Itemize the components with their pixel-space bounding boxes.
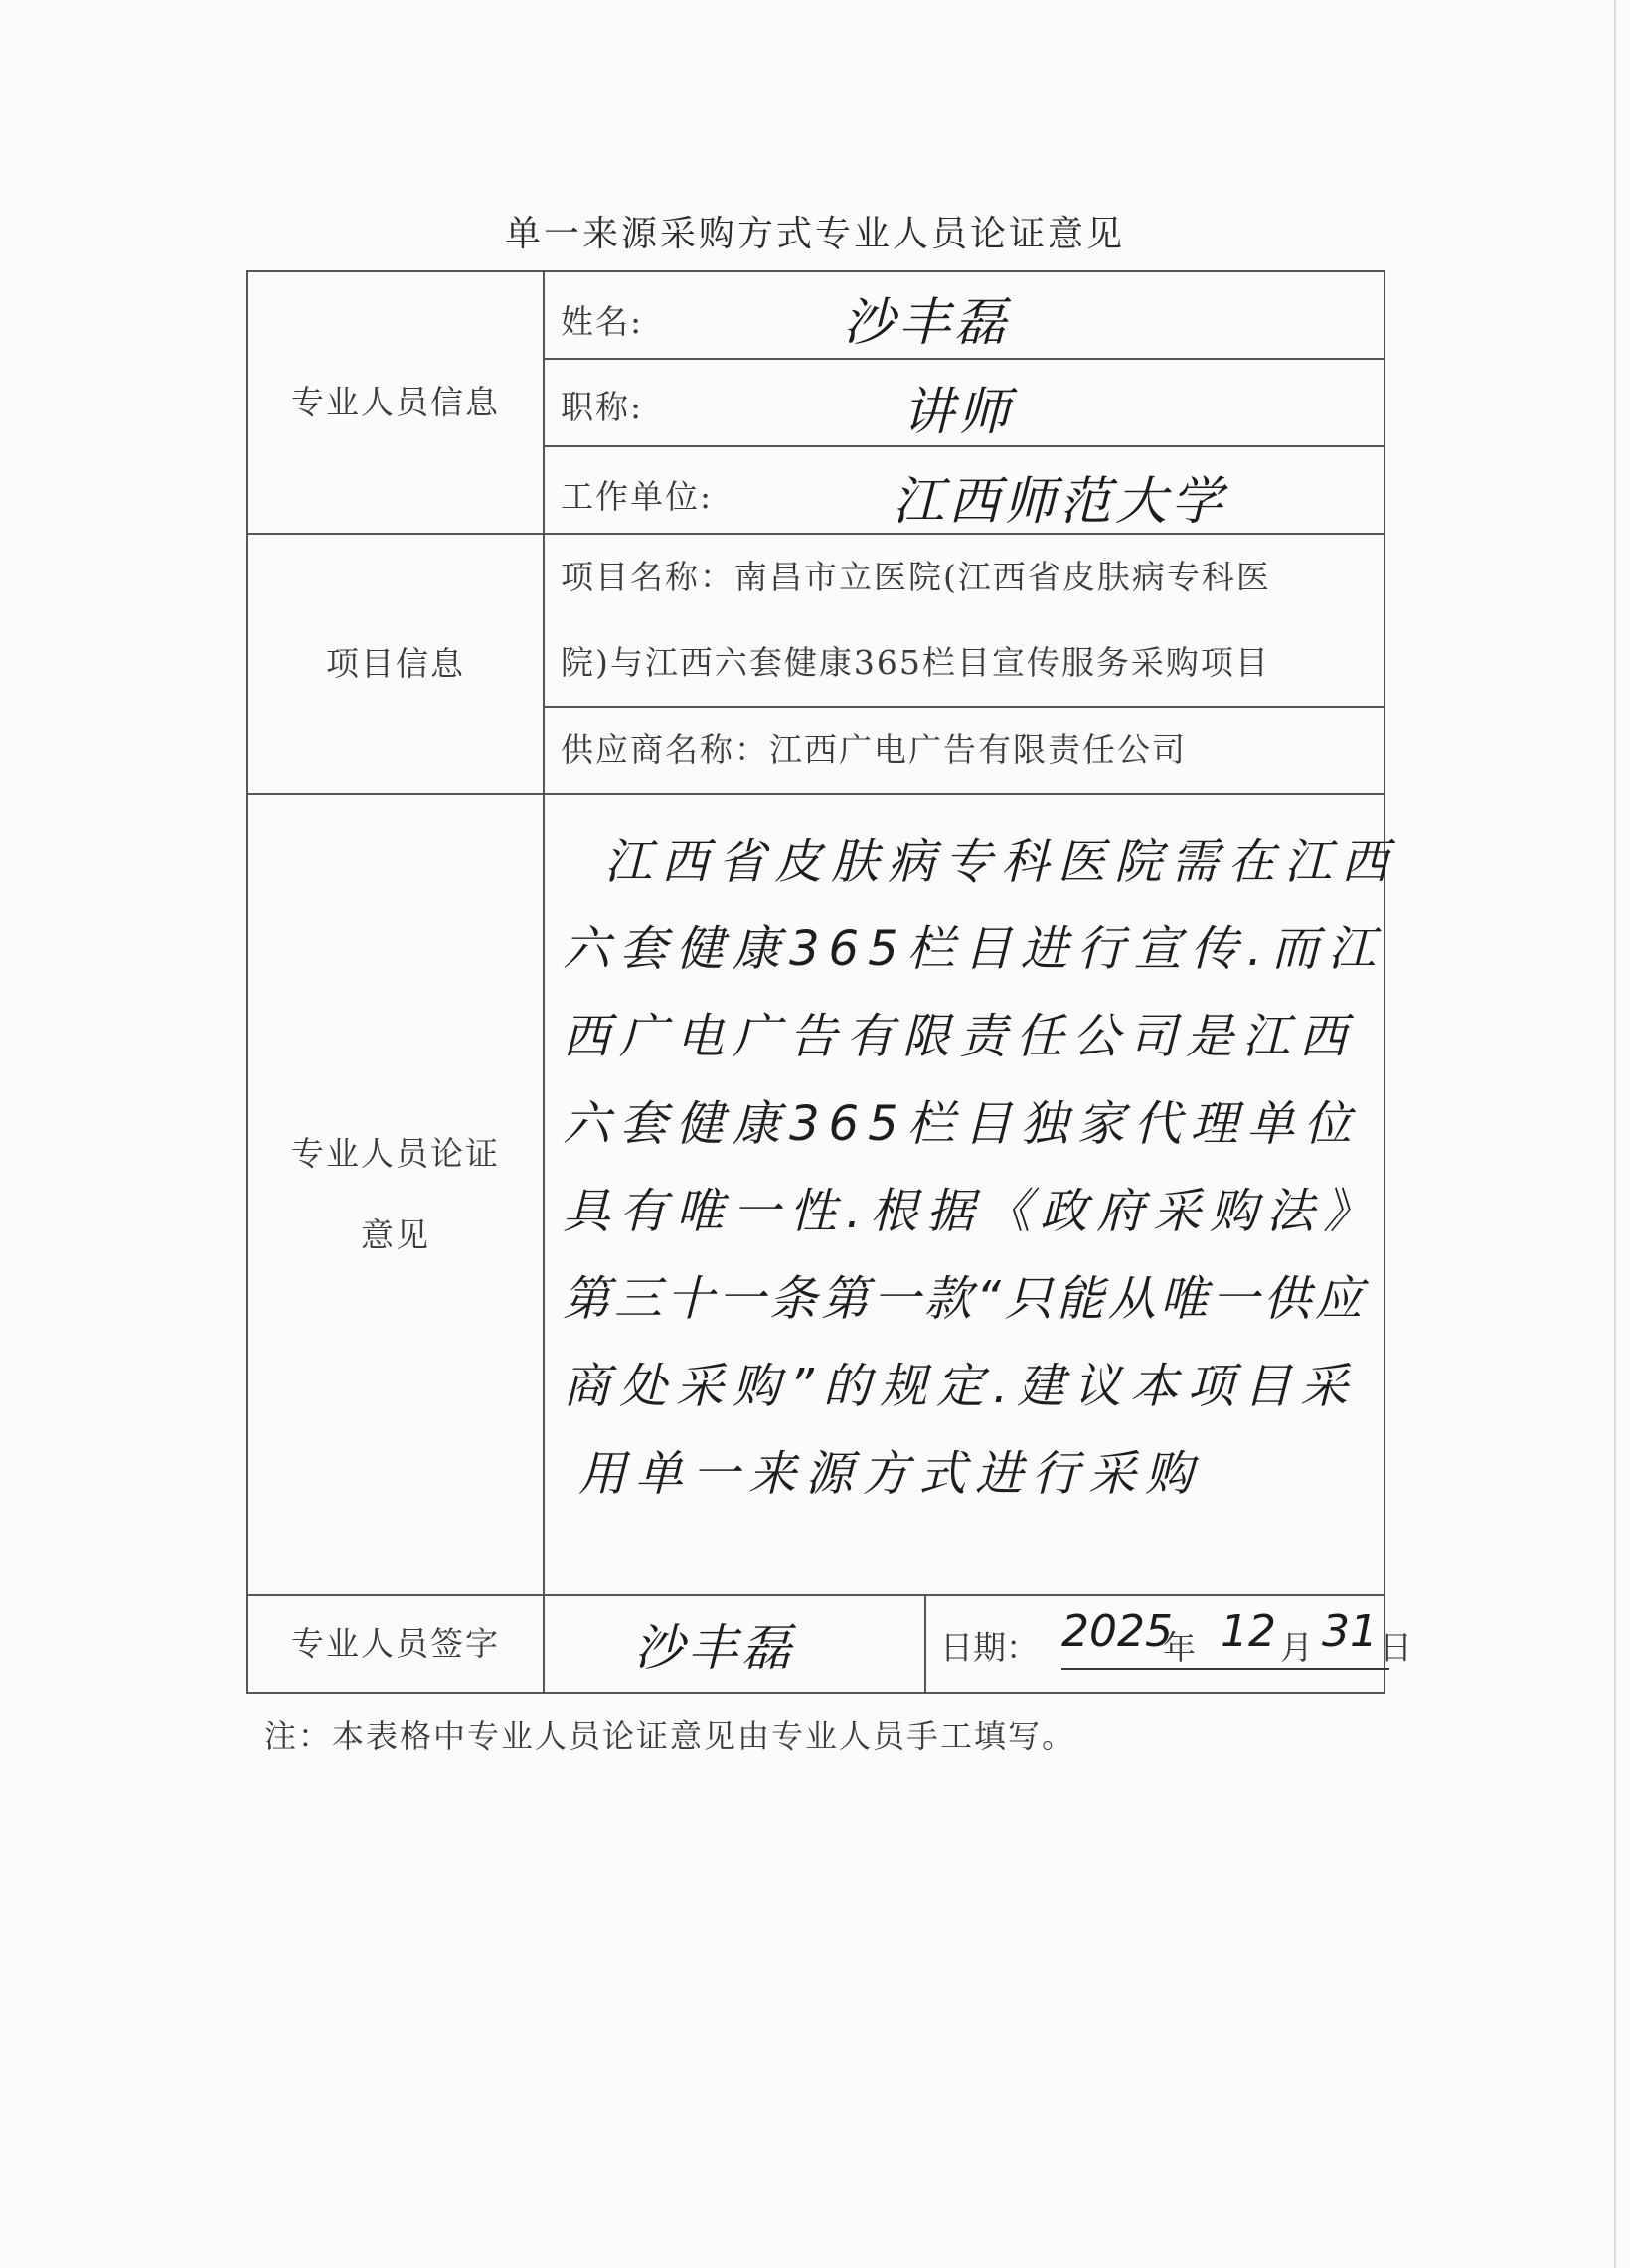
date-month-unit: 月 [1280, 1628, 1313, 1667]
opinion-line: 六套健康365栏目进行宣传.而江 [563, 921, 1385, 977]
title-handwritten-value: 讲师 [902, 383, 1015, 442]
document-title: 单一来源采购方式专业人员论证意见 [504, 214, 1125, 254]
opinion-line: 西广电广告有限责任公司是江西 [563, 1009, 1357, 1064]
signature-date-divider [924, 1596, 926, 1692]
date-label: 日期： [940, 1628, 1039, 1667]
staff-info-section-label: 专业人员信息 [247, 271, 544, 534]
name-field [544, 271, 1385, 359]
employer-field [544, 446, 1385, 534]
date-day-unit: 日 [1380, 1628, 1412, 1667]
opinion-field [544, 794, 1398, 1595]
opinion-line: 第三十一条第一款“只能从唯一供应 [563, 1271, 1367, 1327]
certification-form [246, 270, 1412, 1694]
opinion-line: 六套健康365栏目独家代理单位 [563, 1096, 1361, 1152]
supplier-name: 供应商名称：江西广电广告有限责任公司 [561, 730, 1187, 769]
date-day-handwritten: 31 [1322, 1606, 1378, 1657]
title-label: 职称: [561, 388, 644, 426]
footnote: 注：本表格中专业人员论证意见由专业人员手工填写。 [264, 1717, 1076, 1755]
date-underline [1061, 1668, 1389, 1670]
project-name-line-1: 项目名称：南昌市立医院(江西省皮肤病专科医 [561, 558, 1271, 596]
project-name-field [544, 534, 1385, 707]
opinion-label-line-1: 专业人员论证 [291, 1134, 500, 1173]
employer-handwritten-value: 江西师范大学 [893, 472, 1227, 532]
page-edge [1614, 0, 1616, 2268]
date-month-handwritten: 12 [1221, 1606, 1276, 1657]
opinion-handwritten-text [545, 795, 1398, 1594]
date-year-handwritten: 2025 [1061, 1606, 1173, 1657]
signature-label: 专业人员签字 [247, 1595, 544, 1693]
project-name-line-2: 院)与江西六套健康365栏目宣传服务采购项目 [561, 643, 1270, 682]
opinion-label-line-2: 意见 [361, 1215, 430, 1254]
opinion-line: 具有唯一性.根据《政府采购法》 [563, 1184, 1381, 1239]
opinion-section-label [247, 794, 544, 1595]
title-field [544, 359, 1385, 446]
employer-label: 工作单位: [561, 477, 714, 516]
supplier-field [544, 707, 1385, 794]
date-year-unit: 年 [1163, 1628, 1196, 1667]
name-label: 姓名: [561, 302, 644, 341]
signature-handwritten: 沙丰磊 [634, 1619, 795, 1677]
opinion-line: 江西省皮肤病专科医院需在江西 [604, 834, 1398, 890]
opinion-line: 商处采购”的规定.建议本项目采 [563, 1359, 1358, 1414]
opinion-line: 用单一来源方式进行采购 [578, 1446, 1203, 1502]
signature-date-field [544, 1595, 1412, 1693]
project-info-section-label: 项目信息 [247, 534, 544, 794]
name-handwritten-value: 沙丰磊 [843, 293, 1011, 353]
